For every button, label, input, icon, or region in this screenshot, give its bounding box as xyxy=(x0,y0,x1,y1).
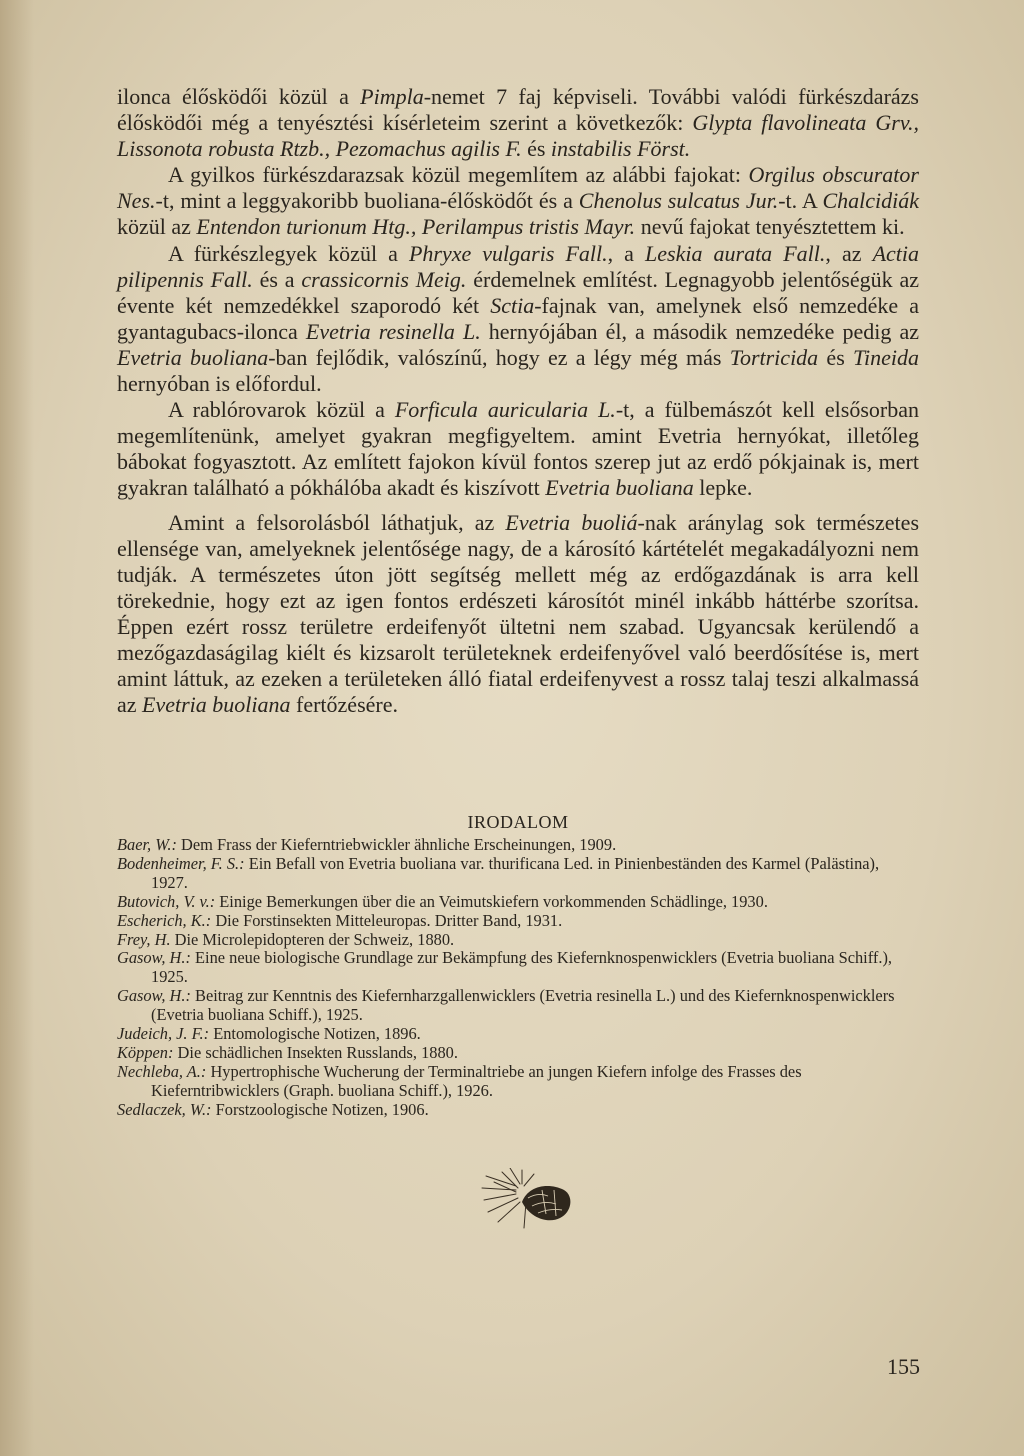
italic-term: crassicornis Meig. xyxy=(301,266,467,292)
reference-entry xyxy=(117,987,919,1025)
reference-author: Sedlaczek, W.: xyxy=(117,1099,212,1119)
reference-entry xyxy=(117,912,919,931)
reference-entry xyxy=(117,949,919,987)
italic-term: Pimpla xyxy=(360,84,424,109)
reference-entry xyxy=(117,1025,919,1044)
italic-term: Tineida xyxy=(853,344,920,370)
reference-entry xyxy=(117,893,919,912)
paragraph: A fürkészlegyek közül a Phryxe vulgaris Fall., a Leskia aurata Fall., az Actia pilipennis Fall. és a crassicornis Meig. érdemelnek említést. Legnagyobb jelentőségük az évente két nemzedékkel szaporodó két Sctia-fajnak van, amelynek első nemzedéke a gyantagubacs-ilonca Evetria resinella L. hernyójában él, a második nemzedéke pedig az Evetria buoliana-ban fejlődik, valószínű, hogy ez a légy még más Tortricida és Tineida hernyóban is előfordul. xyxy=(117,240,920,397)
italic-term: Evetria buoliana xyxy=(545,475,694,501)
reference-text: Entomologische Notizen, 1896. xyxy=(209,1024,421,1044)
reference-text: Dem Frass der Kieferntriebwickler ähnliche Erscheinungen, 1909. xyxy=(176,835,617,854)
page-number: 155 xyxy=(887,1354,920,1379)
reference-author: Köppen: xyxy=(117,1042,174,1062)
reference-author: Gasow, H.: xyxy=(117,948,191,968)
reference-text: Die schädlichen Insekten Russlands, 1880. xyxy=(173,1042,458,1062)
paragraph: A gyilkos fürkészdarazsak közül megemlítem az alábbi fajokat: Orgilus obscurator Nes.-t, mint a leggyakoribb buoliana-élősködőt és a Chenolus sulcatus Jur.-t. A Chalcidiák közül az Entendon turionum Htg., Perilampus tristis Mayr. nevű fajokat tenyésztettem ki. xyxy=(117,162,919,240)
paragraph: Amint a felsorolásból láthatjuk, az Evetria buoliá-nak aránylag sok természetes ellensége van, amelyeknek jelentősége nagy, de a károsító kártételét megakadályozni nem tudják. A természetes úton jött segítség mellett még az erdőgazdának is arra kell törekednie, hogy ezt az igen fontos erdészeti károsítót minél inkább háttérbe szorítsa. Éppen ezért rossz területre erdeifenyőt ültetni nem szabad. Ugyancsak kerülendő a mezőgazdaságilag kiélt és kizsarolt területeknek erdeifenyővel való beerdősítése is, mert amint láttuk, az ezeken a területeken álló fiatal erdeifenyvest a rossz talaj teszi alkalmassá az Evetria buoliana fertőzésére. xyxy=(117,509,919,718)
reference-entry xyxy=(117,855,919,893)
section-title: IRODALOM xyxy=(467,812,569,832)
reference-entry xyxy=(117,836,919,855)
pine-cone-vignette-icon xyxy=(476,1168,576,1244)
italic-term: Actia pilipennis Fall. xyxy=(117,240,920,292)
reference-text: Beitrag zur Kenntnis des Kiefernharzgallenwicklers (Evetria resinella L.) und des Kiefernknospenwicklers (Evetria buoliana Schiff.), 1925. xyxy=(151,986,895,1025)
italic-term: Tortricida xyxy=(729,344,819,370)
reference-author: Baer, W.: xyxy=(117,835,177,854)
italic-term: Evetria resinella L. xyxy=(305,318,481,344)
italic-term: Forficula auricularia L. xyxy=(394,397,616,423)
italic-term: Leskia aurata Fall. xyxy=(645,240,826,266)
italic-term: Sctia xyxy=(490,292,535,318)
italic-term: Chenolus sulcatus Jur. xyxy=(578,188,779,214)
reference-author: Escherich, K.: xyxy=(117,910,212,930)
body-text xyxy=(117,84,919,718)
reference-list xyxy=(117,836,919,1120)
reference-text: Ein Befall von Evetria buoliana var. thurificana Led. in Pinienbeständen des Karmel (Palästina), 1927. xyxy=(151,853,880,892)
reference-text: Die Microlepidopteren der Schweiz, 1880. xyxy=(170,929,455,949)
reference-text: Die Forstinsekten Mitteleuropas. Dritter Band, 1931. xyxy=(211,910,563,930)
italic-term: instabilis Först. xyxy=(550,136,691,162)
italic-term: Glypta flavolineata Grv., Lissonota robusta Rtzb., Pezomachus agilis F. xyxy=(117,110,919,162)
reference-author: Nechleba, A.: xyxy=(117,1061,207,1081)
reference-entry xyxy=(117,1044,919,1063)
reference-author: Gasow, H.: xyxy=(117,986,191,1006)
italic-term: Chalcidiák xyxy=(822,188,919,214)
reference-text: Einige Bemerkungen über die an Veimutskiefern vorkommenden Schädlinge, 1930. xyxy=(215,891,768,911)
reference-entry xyxy=(117,1063,919,1101)
italic-term: Orgilus obscurator Nes. xyxy=(117,162,919,214)
reference-text: Hypertrophische Wucherung der Terminaltriebe an jungen Kiefern infolge des Frasses des Kieferntribwicklers (Graph. buoliana Schiff.), 1926. xyxy=(151,1061,802,1100)
italic-term: Entendon turionum Htg., Perilampus tristis Mayr. xyxy=(196,214,636,240)
paragraph: ilonca élősködői közül a Pimpla-nemet 7 faj képviseli. További valódi fürkészdarázs élősködői még a tenyésztési kísérleteim szerint a következők: Glypta flavolineata Grv., Lissonota robusta Rtzb., Pezomachus agilis F. és instabilis Först. xyxy=(117,84,919,162)
reference-author: Butovich, V. v.: xyxy=(117,891,216,911)
italic-term: Evetria buoliana xyxy=(142,692,291,718)
reference-text: Eine neue biologische Grundlage zur Bekämpfung des Kiefernknospenwicklers (Evetria buoliana Schiff.), 1925. xyxy=(151,948,893,987)
reference-entry xyxy=(117,1101,919,1120)
reference-author: Bodenheimer, F. S.: xyxy=(117,853,245,873)
italic-term: Phryxe vulgaris Fall. xyxy=(408,240,608,266)
reference-author: Frey, H. xyxy=(117,929,171,949)
reference-author: Judeich, J. F.: xyxy=(117,1024,210,1044)
reference-text: Forstzoologische Notizen, 1906. xyxy=(211,1099,429,1119)
italic-term: Evetria buoliana xyxy=(117,344,269,370)
italic-term: Evetria buoliá xyxy=(505,509,638,535)
reference-entry xyxy=(117,931,919,950)
paragraph: A rablórovarok közül a Forficula auricularia L.-t, a fülbemászót kell elsősorban megemlítenünk, amelyet gyakran megfigyeltem. amint Evetria hernyókat, illetőleg bábokat fogyasztott. Az említett fajokon kívül fontos szerep jut az erdő pókjainak is, mert gyakran található a pókhálóba akadt és kiszívott Evetria buoliana lepke. xyxy=(117,397,919,501)
